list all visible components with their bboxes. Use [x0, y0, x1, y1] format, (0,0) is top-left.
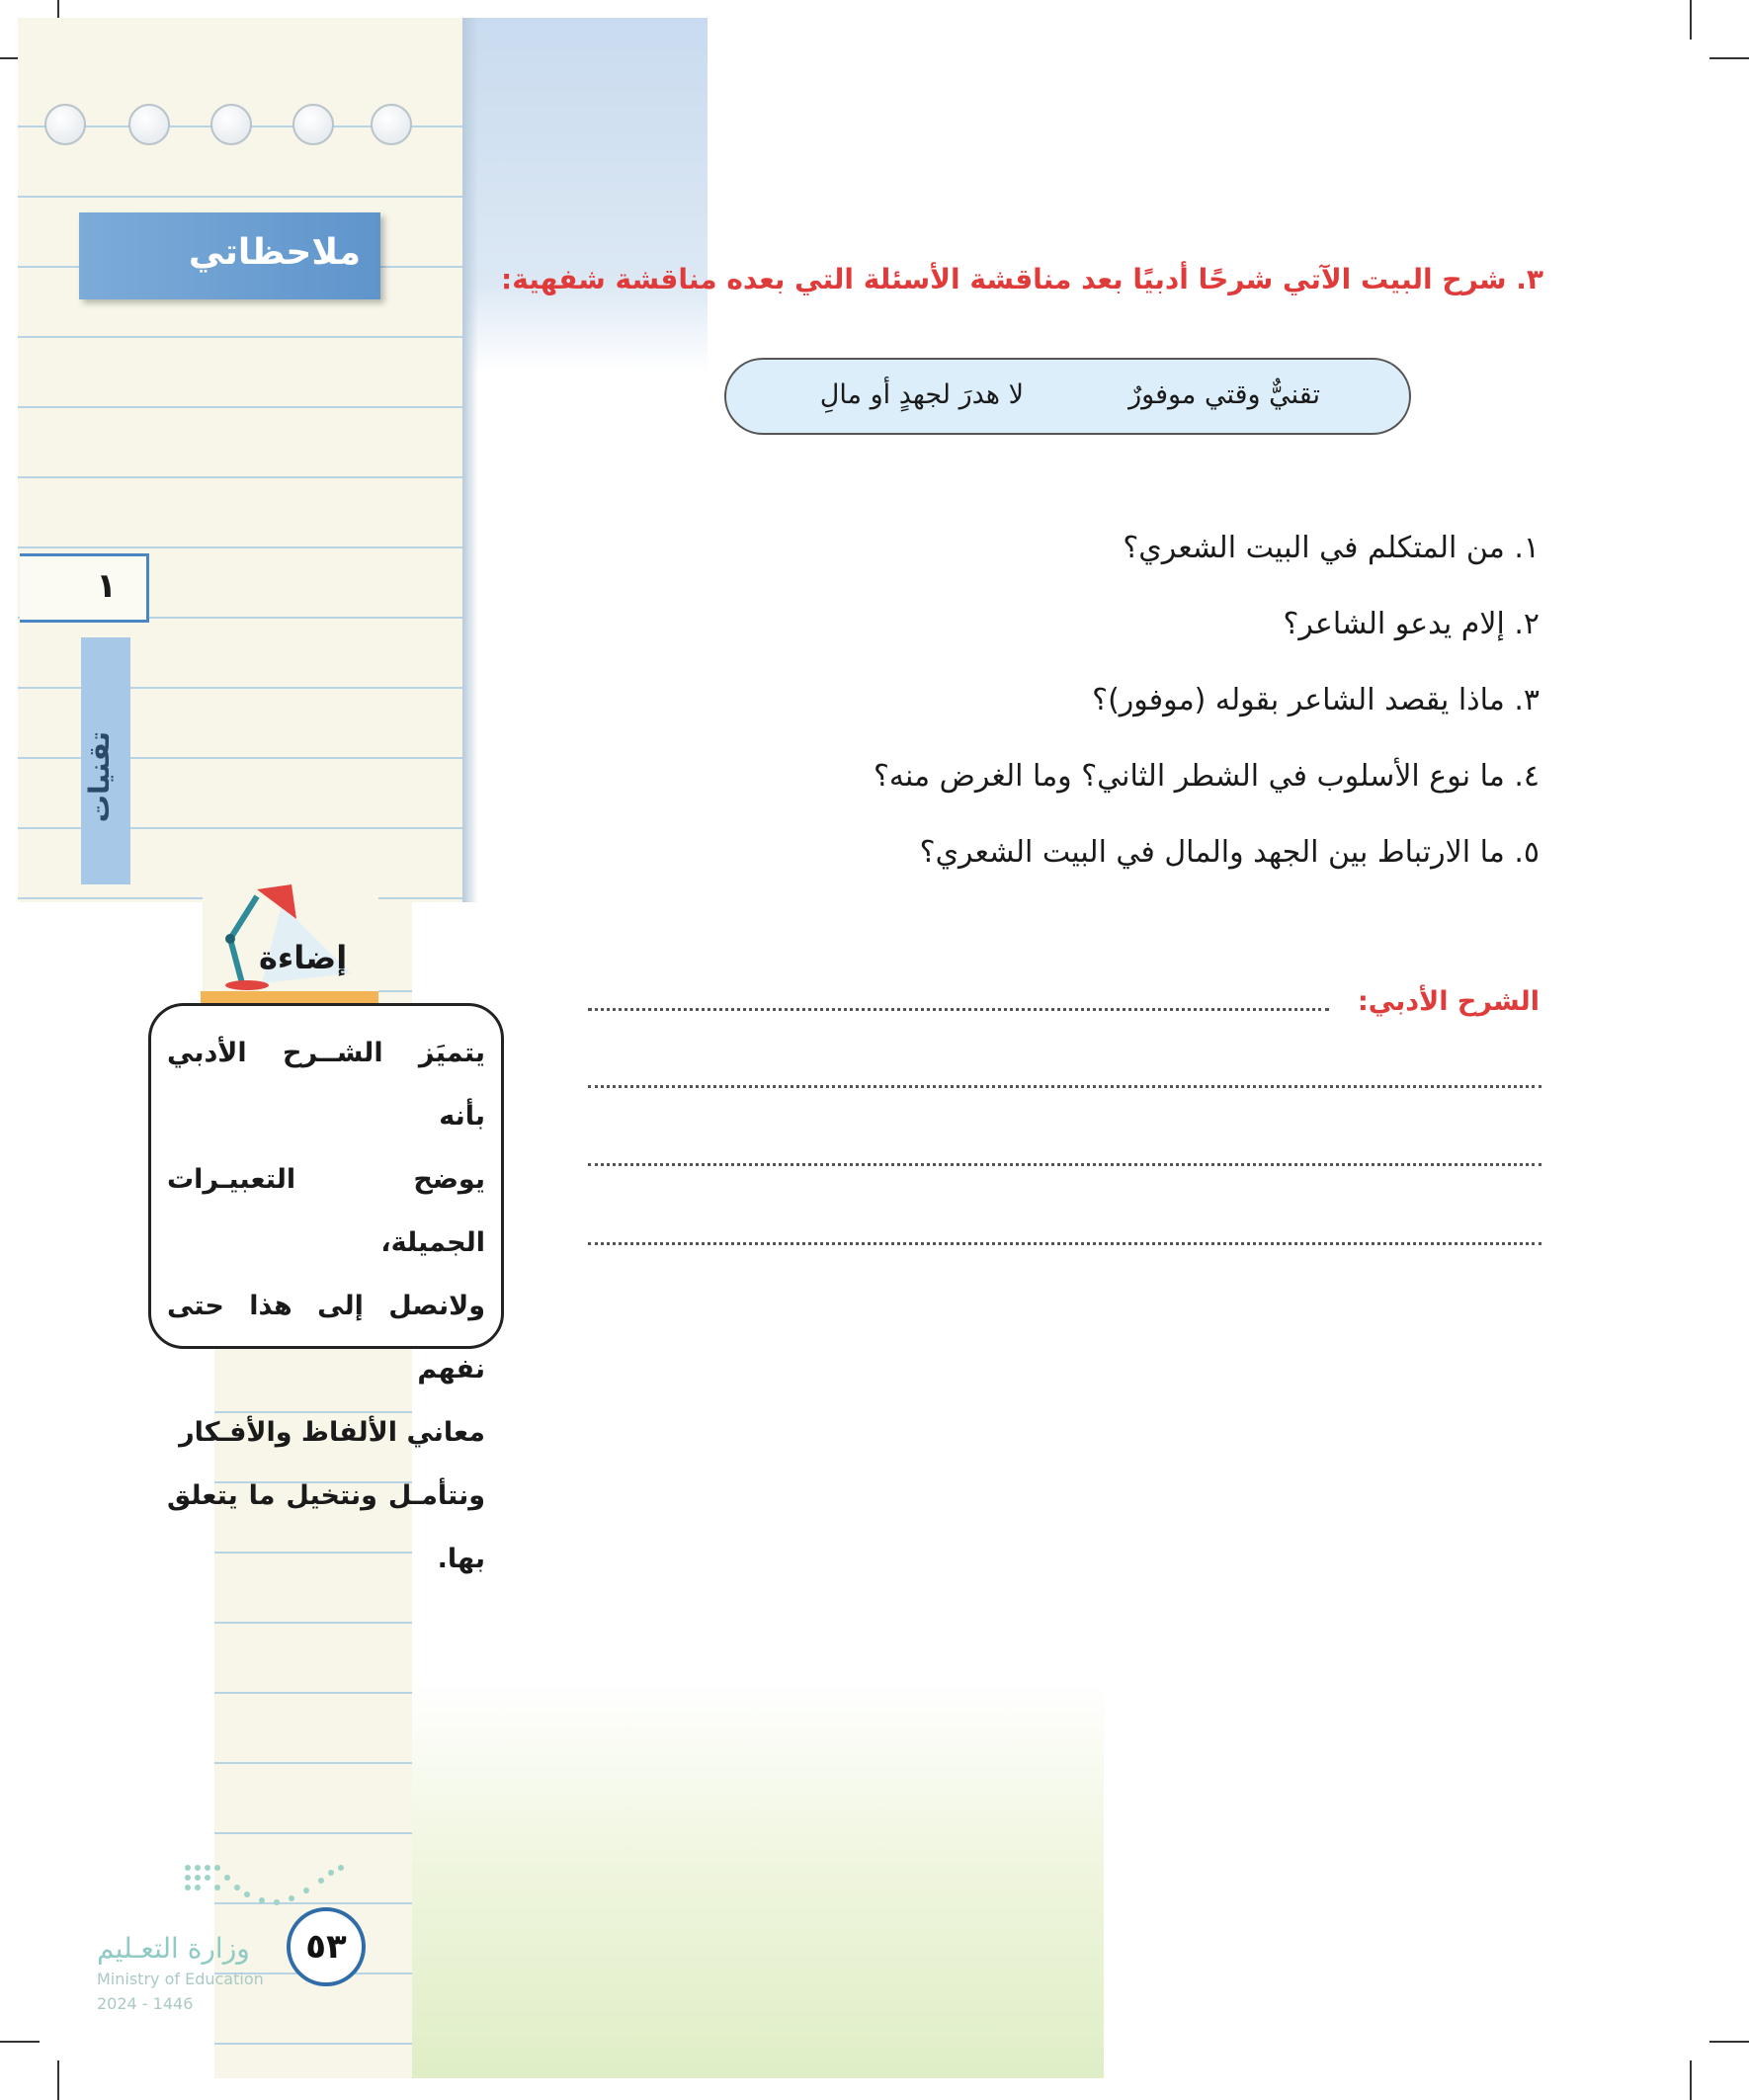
tip-line: معاني الألفاظ والأفـكار: [179, 1417, 485, 1448]
tip-line: ولانصل إلى هذا حتى نفهم: [167, 1291, 485, 1385]
notes-title: ملاحظاتي: [188, 232, 361, 273]
tip-divider: [201, 991, 378, 1003]
binder-hole: [210, 104, 252, 145]
answer-line[interactable]: [588, 1085, 1541, 1088]
binder-spine: [462, 18, 708, 902]
tip-label: إضاءة: [259, 939, 348, 976]
crop-mark: [1709, 2041, 1749, 2043]
background-wash: [412, 1680, 1104, 2078]
question-list: [874, 519, 1540, 899]
verse-box: [724, 358, 1411, 435]
list-item: ٣. ماذا يقصد الشاعر بقوله (موفور)؟: [1092, 683, 1540, 717]
tip-box: [148, 1003, 504, 1574]
unit-number: ١: [96, 566, 117, 606]
notes-tab: [79, 212, 380, 299]
tip-line: يوضح التعبيـرات الجميلة،: [167, 1164, 485, 1258]
crop-mark: [0, 2041, 40, 2043]
spine-shadow: [462, 18, 478, 902]
answer-line[interactable]: [588, 1163, 1541, 1166]
page-number: ٥٣: [287, 1907, 366, 1986]
unit-number-box: [20, 553, 149, 623]
crop-mark: [57, 2060, 59, 2100]
list-item: ١. من المتكلم في البيت الشعري؟: [1123, 531, 1540, 565]
tip-line: يتميَز الشــرح الأدبي بأنه: [167, 1038, 485, 1132]
question-title: ٣. شرح البيت الآتي شرحًا أدبيًا بعد مناقشة الأسئلة التي بعده مناقشة شفهية:: [501, 263, 1543, 295]
binder-hole: [371, 104, 412, 145]
verse-second-hemistich: لا هدرَ لجهدٍ أو مالِ: [819, 379, 1024, 410]
answer-label: الشرح الأدبي:: [1358, 986, 1540, 1017]
list-item: ٥. ما الارتباط بين الجهد والمال في البيت الشعري؟: [919, 835, 1540, 870]
ministry-name-arabic: وزارة التعـليم: [97, 1932, 250, 1965]
list-item: ٢. إلام يدعو الشاعر؟: [1283, 607, 1540, 641]
edition-year: 2024 - 1446: [97, 1994, 194, 2013]
binder-hole: [292, 104, 334, 145]
tip-line: ونتأمـل ونتخيل ما يتعلق بها.: [167, 1480, 485, 1574]
answer-line[interactable]: [588, 1008, 1329, 1011]
binder-hole: [44, 104, 86, 145]
ministry-logo-icon: [183, 1863, 351, 1912]
verse-first-hemistich: تقنيٌّ وقتي موفورٌ: [1128, 379, 1320, 410]
list-item: ٤. ما نوع الأسلوب في الشطر الثاني؟ وما الغرض منه؟: [874, 759, 1540, 794]
crop-mark: [1690, 0, 1692, 40]
crop-mark: [1709, 57, 1749, 59]
ribbon-label: تقنيات: [83, 731, 116, 823]
answer-line[interactable]: [588, 1242, 1541, 1245]
crop-mark: [1690, 2060, 1692, 2100]
ministry-name-english: Ministry of Education: [97, 1970, 264, 1988]
binder-hole: [128, 104, 170, 145]
